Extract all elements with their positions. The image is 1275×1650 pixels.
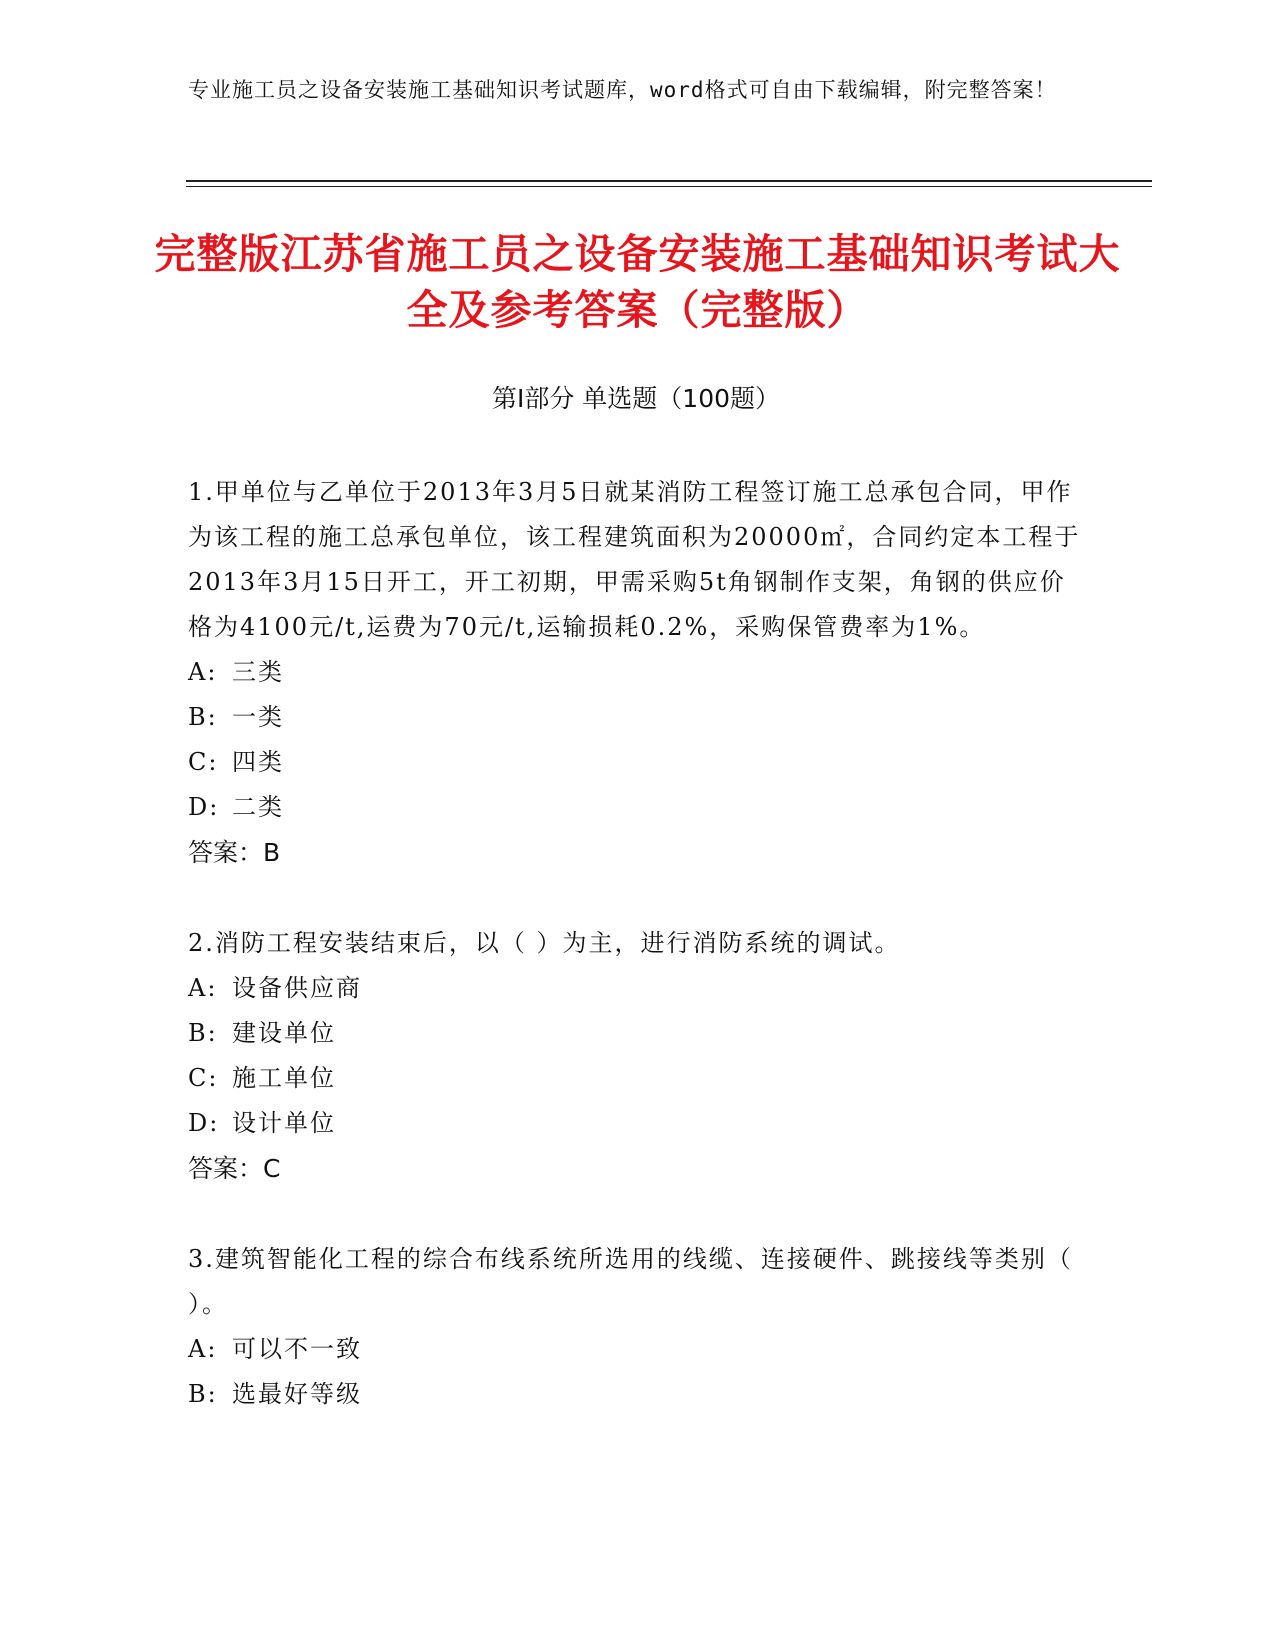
option-letter: A: — [188, 658, 218, 686]
header-divider-thin — [186, 186, 1152, 187]
question-3 — [188, 1237, 1088, 1417]
option-text: 设备供应商 — [232, 974, 362, 1002]
option-b — [188, 695, 1088, 740]
option-c — [188, 1056, 1088, 1101]
option-text: 建设单位 — [232, 1019, 336, 1047]
option-text: 一类 — [232, 703, 284, 731]
option-text: 二类 — [232, 793, 284, 821]
option-text: 四类 — [232, 748, 284, 776]
option-text: 设计单位 — [232, 1109, 336, 1137]
option-c — [188, 740, 1088, 785]
header-divider-thick — [186, 180, 1152, 182]
option-b — [188, 1011, 1088, 1056]
section-title: 第Ⅰ部分 单选题（100题） — [491, 384, 781, 413]
document-title: 完整版江苏省施工员之设备安装施工基础知识考试大全及参考答案（完整版） — [154, 230, 1121, 334]
option-text: 可以不一致 — [232, 1335, 362, 1363]
option-letter: D: — [188, 1109, 220, 1137]
option-letter: B: — [188, 1019, 218, 1047]
option-letter: C: — [188, 748, 219, 776]
option-letter: B: — [188, 1380, 218, 1408]
option-a — [188, 1327, 1088, 1372]
option-letter: A: — [188, 974, 218, 1002]
option-text: 选最好等级 — [232, 1380, 362, 1408]
question-stem: 3.建筑智能化工程的综合布线系统所选用的线缆、连接硬件、跳接线等类别（ ）。 — [188, 1245, 1073, 1318]
question-1 — [188, 470, 1088, 875]
option-d — [188, 1101, 1088, 1146]
option-text: 施工单位 — [232, 1064, 336, 1092]
option-letter: D: — [188, 793, 220, 821]
question-2 — [188, 921, 1088, 1191]
option-text: 三类 — [232, 658, 284, 686]
option-letter: C: — [188, 1064, 219, 1092]
option-b — [188, 1372, 1088, 1417]
option-a — [188, 966, 1088, 1011]
option-letter: A: — [188, 1335, 218, 1363]
header-note: 专业施工员之设备安装施工基础知识考试题库，word格式可自由下载编辑，附完整答案！ — [188, 78, 1057, 102]
question-stem: 2.消防工程安装结束后，以（ ）为主，进行消防系统的调试。 — [188, 929, 901, 957]
option-a — [188, 650, 1088, 695]
question-list — [188, 470, 1088, 1463]
option-d — [188, 785, 1088, 830]
answer: 答案：B — [188, 838, 281, 867]
question-stem: 1.甲单位与乙单位于2013年3月5日就某消防工程签订施工总承包合同，甲作为该工程的施工总承包单位，该工程建筑面积为20000㎡，合同约定本工程于2013年3月15日开工，开工初期，甲需采购5t角钢制作支架，角钢的供应价格为4100元/t,运费为70元/t,运输损耗0.2%，采购保管费率为1%。 — [188, 478, 1081, 641]
option-letter: B: — [188, 703, 218, 731]
answer: 答案：C — [188, 1154, 281, 1183]
